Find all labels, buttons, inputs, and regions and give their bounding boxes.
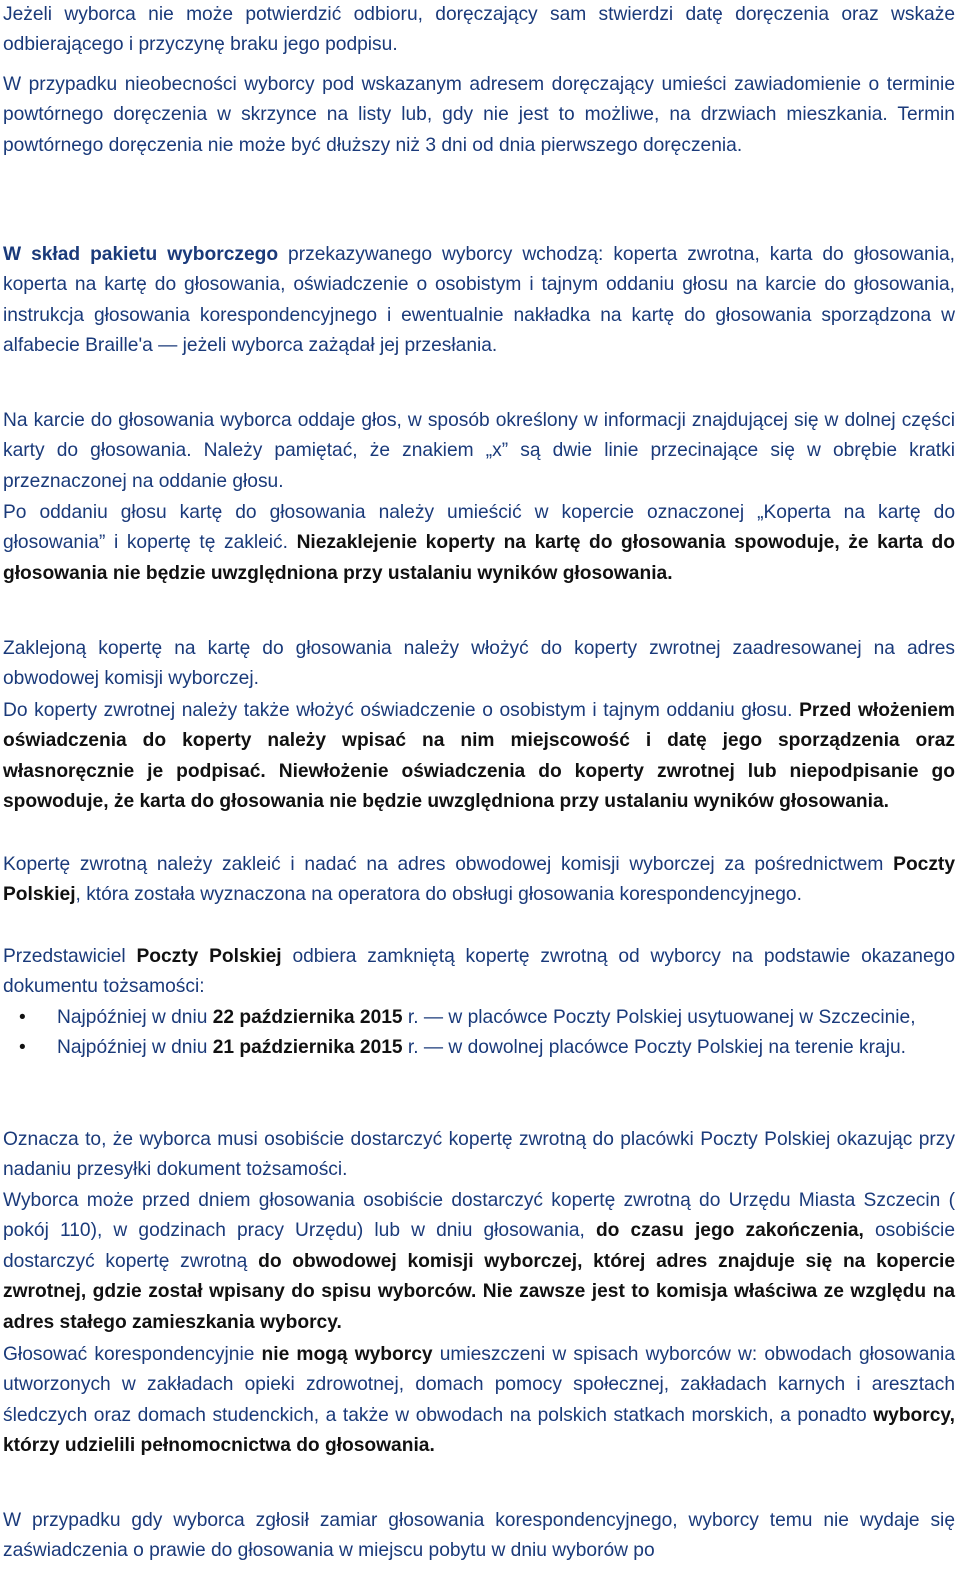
text: W przypadku gdy wyborca zgłosił zamiar głosowania korespondencyjnego, wyborcy temu nie wydaje się zaświadczenia o prawie do głosowania w miejscu pobytu w dniu wyborów po xyxy=(3,1510,955,1562)
bold-text: Poczty Polskiej xyxy=(3,854,955,906)
bold-text: nie mogą wyborcy xyxy=(261,1344,433,1365)
paragraph-city-office-delivery xyxy=(3,1186,955,1338)
text: przekazywanego wyborcy wchodzą: koperta zwrotna, karta do głosowania, koperta na kartę do głosowania, oświadczenie o osobistym i tajnym oddaniu głosu na karcie do głosowania, instrukcja głosowania korespondencyjnego i ewentualnie nakładka na kartę do głosowania sporządzona w alfabecie Braille'a — jeżeli wyborca zażądał jej przesłania. xyxy=(3,244,955,357)
bold-warning: Niezaklejenie koperty na kartę do głosowania spowoduje, że karta do głosowania nie będzie uwzględniona przy ustalaniu wyników głosowania. xyxy=(3,532,955,584)
text: Na karcie do głosowania wyborca oddaje głos, w sposób określony w informacji znajdującej się w dolnej części karty do głosowania. Należy pamiętać, że znakiem „x” są dwie linie przecinające się w obrębie kratki przeznaczonej na oddanie głosu. xyxy=(3,410,955,492)
paragraph-ballot-voting xyxy=(3,406,955,497)
paragraph-delivery-confirmation xyxy=(3,0,955,61)
text: W przypadku nieobecności wyborcy pod wskazanym adresem doręczający umieści zawiadomienie o terminie powtórnego doręczenia w skrzynce na listy lub, gdy nie jest to możliwe, na drzwiach mieszkania. xyxy=(3,74,955,126)
text: Głosować korespondencyjnie xyxy=(3,1344,262,1365)
text: Przedstawiciel xyxy=(3,946,137,967)
text: Jeżeli wyborca nie może potwierdzić odbioru, doręczający sam stwierdzi datę doręczenia oraz wskaże odbierającego i przyczynę braku jego podpisu. xyxy=(3,4,955,56)
text: Kopertę zwrotną należy zakleić i nadać na adres obwodowej komisji wyborczej za pośrednictwem xyxy=(3,854,894,875)
bold-warning: Przed włożeniem oświadczenia do koperty należy wpisać na nim miejscowość i datę jego sporządzenia oraz własnoręcznie je podpisać. Niewłożenie oświadczenia do koperty zwrotnej lub niepodpisanie go spowoduje, że karta do głosowania nie będzie uwzględniona przy ustalaniu wyników głosowania. xyxy=(3,700,955,813)
text: umieszczeni w spisach wyborców w: obwodach głosowania utworzonych w zakładach opieki zdrowotnej, domach pomocy społecznej, zakładach karnych i aresztach śledczych oraz domach studenckich, a także w obwodach na polskich statkach morskich, a ponadto xyxy=(3,1344,955,1426)
paragraph-absence-notice xyxy=(3,70,955,161)
paragraph-post-sending xyxy=(3,850,955,911)
text: osobiście dostarczyć kopertę zwrotną xyxy=(3,1220,955,1272)
paragraph-ballot-envelope xyxy=(3,498,955,589)
text: r. — w dowolnej placówce Poczty Polskiej na terenie kraju. xyxy=(402,1037,906,1059)
bold-text: Poczty Polskiej xyxy=(136,946,282,967)
bullet-icon: • xyxy=(19,1007,26,1028)
bold-text: do obwodowej komisji wyborczej, której adres znajduje się na kopercie zwrotnej, gdzie został wpisany do spisu wyborców. Nie zawsze jest to komisja właściwa ze względu na adres stałego zamieszkania wyborcy. xyxy=(3,1250,955,1333)
paragraph-excluded-voters xyxy=(3,1340,955,1462)
bold-text: do czasu jego zakończenia, xyxy=(595,1220,864,1242)
paragraph-declaration xyxy=(3,696,955,818)
text: Do koperty zwrotnej należy także włożyć oświadczenie o osobistym i tajnym oddaniu głosu. xyxy=(3,700,800,721)
text: Zaklejoną kopertę na kartę do głosowania należy włożyć do koperty zwrotnej zaadresowanej na adres obwodowej komisji wyborczej. xyxy=(3,638,955,690)
text: Oznacza to, że wyborca musi osobiście dostarczyć kopertę zwrotną do placówki Poczty Polskiej okazując przy nadaniu przesyłki dokument tożsamości. xyxy=(3,1129,955,1181)
bold-date: 21 października 2015 xyxy=(212,1037,403,1059)
list-item xyxy=(3,1033,955,1063)
text: Najpóźniej w dniu xyxy=(57,1007,213,1028)
text: r. — w placówce Poczty Polskiej usytuowanej w Szczecinie, xyxy=(402,1007,916,1028)
text: Najpóźniej w dniu xyxy=(57,1037,213,1059)
text: Termin powtórnego doręczenia nie może być dłuższy niż 3 dni od dnia pierwszego doręczenia. xyxy=(3,104,955,156)
paragraph-certificate xyxy=(3,1506,955,1567)
text: odbiera zamkniętą kopertę zwrotną od wyborcy na podstawie okazanego dokumentu tożsamości: xyxy=(3,946,955,998)
bold-text: W skład pakietu wyborczego xyxy=(3,244,279,265)
paragraph-post-representative xyxy=(3,942,955,1003)
list-item xyxy=(3,1003,955,1033)
paragraph-return-envelope xyxy=(3,634,955,695)
bold-text: wyborcy, którzy udzielili pełnomocnictwa do głosowania. xyxy=(3,1404,955,1457)
text: Po oddaniu głosu kartę do głosowania należy umieścić w kopercie oznaczonej „Koperta na kartę do głosowania” i kopertę tę zakleić. xyxy=(3,502,955,554)
paragraph-election-package xyxy=(3,240,955,362)
bullet-icon: • xyxy=(19,1037,26,1059)
bold-date: 22 października 2015 xyxy=(212,1007,403,1028)
text: , która została wyznaczona na operatora do obsługi głosowania korespondencyjnego. xyxy=(75,884,802,906)
paragraph-personal-delivery xyxy=(3,1125,955,1186)
deadline-list xyxy=(3,1003,955,1064)
text: Wyborca może przed dniem głosowania osobiście dostarczyć kopertę zwrotną do Urzędu Miasta Szczecin ( pokój 110), w godzinach pracy Urzędu) lub w dniu głosowania, xyxy=(3,1190,955,1242)
